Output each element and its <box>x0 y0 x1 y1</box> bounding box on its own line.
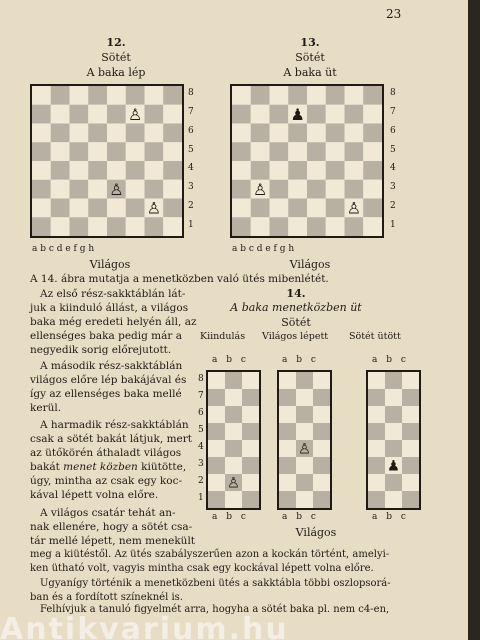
board-square <box>145 180 164 199</box>
board-square <box>242 372 259 389</box>
board-square <box>163 180 182 199</box>
board-square <box>279 372 296 389</box>
board-square <box>242 406 259 423</box>
mini3-files-bottom: a b c <box>372 512 409 522</box>
board-square <box>225 423 242 440</box>
board-square <box>326 217 345 236</box>
board-square <box>307 142 326 161</box>
board-square <box>270 124 289 143</box>
board-square <box>345 161 364 180</box>
board-square <box>270 86 289 105</box>
black-pawn-icon: ♟ <box>290 104 305 124</box>
board-square <box>296 372 313 389</box>
board-square <box>368 406 385 423</box>
mini2-files-bottom: a b c <box>282 512 319 522</box>
paragraph-6 <box>30 577 391 605</box>
para4-line3: tár mellé lépett, nem menekült <box>30 535 196 547</box>
board-square <box>107 217 126 236</box>
board-square <box>313 491 330 508</box>
board-square <box>232 217 251 236</box>
board-square <box>368 491 385 508</box>
board-square <box>145 105 164 124</box>
board-square <box>225 491 242 508</box>
board-square <box>363 142 382 161</box>
board-square <box>307 217 326 236</box>
board-square <box>32 142 51 161</box>
board-square <box>251 124 270 143</box>
intro-line: A 14. ábra mutatja a menetközben való ütés mibenlétét. <box>30 273 329 285</box>
board-square <box>70 199 89 218</box>
board-square <box>70 124 89 143</box>
board-square <box>88 199 107 218</box>
board-square <box>51 161 70 180</box>
board-square <box>368 440 385 457</box>
board-square <box>107 161 126 180</box>
board-square <box>163 142 182 161</box>
board-square <box>242 474 259 491</box>
board-square <box>126 86 145 105</box>
watermark: Antikvarium.hu <box>0 612 289 640</box>
board-square <box>32 199 51 218</box>
board-square <box>232 86 251 105</box>
board-square <box>32 161 51 180</box>
board-square <box>288 161 307 180</box>
para1-line5: negyedik sorig előrejutott. <box>30 344 172 356</box>
para4-line2: nak ellenére, hogy a sötét csa- <box>30 521 193 533</box>
board-12-files: a b c d e f g h <box>32 244 95 254</box>
paragraph-5 <box>30 548 389 576</box>
board-square <box>126 161 145 180</box>
board-square <box>242 423 259 440</box>
board-square <box>313 389 330 406</box>
board-square <box>307 86 326 105</box>
para3-line5: úgy, mintha az csak egy koc- <box>30 475 183 487</box>
mini-board-1-grid <box>208 372 259 508</box>
board-13-files: a b c d e f g h <box>232 244 295 254</box>
board-square <box>307 199 326 218</box>
board-square <box>345 124 364 143</box>
board-square <box>32 124 51 143</box>
board-square <box>70 180 89 199</box>
board-square <box>88 142 107 161</box>
diagram-13-side: Sötét <box>295 51 325 64</box>
board-square <box>385 389 402 406</box>
board-square <box>232 105 251 124</box>
board-square <box>70 86 89 105</box>
para3-line1: A harmadik rész-sakktáblán <box>40 419 189 431</box>
board-square <box>51 86 70 105</box>
board-square <box>225 440 242 457</box>
paragraph-1 <box>30 287 197 357</box>
diagram-13-caption: A baka üt <box>283 66 337 79</box>
board-square <box>145 142 164 161</box>
board-square <box>88 105 107 124</box>
diagram-12-bottom: Világos <box>89 258 131 271</box>
board-square <box>279 474 296 491</box>
para3-line4 <box>30 460 190 474</box>
board-square <box>288 199 307 218</box>
board-square <box>251 217 270 236</box>
board-square <box>208 440 225 457</box>
para3-word2: kiütötte, <box>141 461 187 473</box>
paragraph-2 <box>30 359 190 415</box>
para6-line1: Ugyanígy történik a menetközbeni ütés a sakktábla többi oszlopsorá- <box>40 578 391 589</box>
board-square <box>88 86 107 105</box>
board-square <box>145 124 164 143</box>
white-pawn-icon: ♙ <box>346 198 362 218</box>
board-square <box>363 124 382 143</box>
white-pawn-icon: ♙ <box>127 104 143 124</box>
board-square <box>270 161 289 180</box>
board-square <box>208 474 225 491</box>
board-square <box>270 217 289 236</box>
board-square <box>402 372 419 389</box>
diagram-14-col3: Sötét ütött <box>349 331 401 342</box>
board-square <box>279 457 296 474</box>
board-13-ranks: 8 7 6 5 4 3 2 1 <box>390 88 396 230</box>
board-square <box>279 406 296 423</box>
board-square <box>326 142 345 161</box>
board-square <box>51 217 70 236</box>
board-square <box>145 161 164 180</box>
paragraph-3 <box>30 418 190 502</box>
board-square <box>208 457 225 474</box>
white-pawn-icon: ♙ <box>109 179 124 199</box>
board-square <box>368 474 385 491</box>
board-square <box>313 372 330 389</box>
board-square <box>70 217 89 236</box>
board-square <box>326 161 345 180</box>
board-square <box>107 142 126 161</box>
board-square <box>402 423 419 440</box>
board-square <box>270 142 289 161</box>
board-square <box>345 180 364 199</box>
board-square <box>208 389 225 406</box>
paragraph-4 <box>30 506 196 548</box>
board-square <box>51 180 70 199</box>
diagram-12-side: Sötét <box>101 51 131 64</box>
para1-line4: ellenséges baka pedig már a <box>30 330 183 342</box>
board-square <box>126 180 145 199</box>
para2-line3: így az ellenséges baka mellé <box>30 388 182 400</box>
board-square <box>232 199 251 218</box>
board-square <box>51 124 70 143</box>
board-square <box>232 180 251 199</box>
diagram-14-number: 14. <box>286 287 306 300</box>
board-square <box>402 406 419 423</box>
board-square <box>225 406 242 423</box>
board-square <box>402 440 419 457</box>
board-square <box>279 440 296 457</box>
board-square <box>32 86 51 105</box>
board-square <box>313 423 330 440</box>
board-square <box>363 217 382 236</box>
board-square <box>279 423 296 440</box>
board-square <box>70 161 89 180</box>
board-square <box>296 423 313 440</box>
board-square <box>208 423 225 440</box>
board-square <box>145 217 164 236</box>
board-square <box>363 161 382 180</box>
board-square <box>326 86 345 105</box>
mini-board-2 <box>277 370 332 510</box>
board-square <box>288 142 307 161</box>
board-square <box>107 199 126 218</box>
mini-board-2-grid <box>279 372 330 508</box>
board-square <box>313 406 330 423</box>
board-square <box>107 105 126 124</box>
board-square <box>251 142 270 161</box>
board-square <box>70 105 89 124</box>
board-square <box>326 105 345 124</box>
mini3-files-top: a b c <box>372 355 409 365</box>
board-square <box>307 180 326 199</box>
board-13-grid <box>232 86 382 236</box>
chessboard-12 <box>30 84 184 238</box>
para1-line1: Az első rész-sakktáblán lát- <box>40 288 186 300</box>
board-square <box>288 180 307 199</box>
board-square <box>296 389 313 406</box>
board-square <box>232 142 251 161</box>
board-square <box>225 457 242 474</box>
diagram-14-side: Sötét <box>281 316 311 329</box>
board-square <box>163 105 182 124</box>
diagram-14-col2: Világos lépett <box>262 331 329 342</box>
board-square <box>270 199 289 218</box>
board-square <box>270 105 289 124</box>
para1-line2: juk a kiinduló állást, a világos <box>30 302 189 314</box>
board-square <box>251 86 270 105</box>
board-square <box>242 440 259 457</box>
board-square <box>145 86 164 105</box>
board-square <box>107 124 126 143</box>
mini2-files-top: a b c <box>282 355 319 365</box>
board-square <box>208 491 225 508</box>
mini-board-3 <box>366 370 421 510</box>
board-square <box>225 372 242 389</box>
board-square <box>251 199 270 218</box>
board-square <box>368 389 385 406</box>
board-square <box>32 180 51 199</box>
board-square <box>326 180 345 199</box>
board-square <box>242 491 259 508</box>
board-square <box>288 124 307 143</box>
diagram-13-number: 13. <box>300 36 320 49</box>
board-square <box>163 124 182 143</box>
board-square <box>313 457 330 474</box>
board-square <box>242 457 259 474</box>
board-square <box>51 105 70 124</box>
board-square <box>32 105 51 124</box>
board-square <box>363 86 382 105</box>
board-square <box>307 161 326 180</box>
board-square <box>345 142 364 161</box>
board-square <box>363 105 382 124</box>
board-square <box>126 217 145 236</box>
black-pawn-icon: ♟ <box>387 458 400 475</box>
diagram-12-number: 12. <box>106 36 126 49</box>
diagram-14-col1: Kiindulás <box>200 331 246 342</box>
mini1-files-top: a b c <box>212 355 249 365</box>
mini-board-1 <box>206 370 261 510</box>
board-square <box>163 199 182 218</box>
para3-word: bakát <box>30 461 60 473</box>
board-square <box>345 217 364 236</box>
board-square <box>88 217 107 236</box>
board-square <box>307 124 326 143</box>
para2-line2: világos előre lép bakájával és <box>30 374 187 386</box>
board-square <box>32 217 51 236</box>
board-square <box>88 161 107 180</box>
para3-italic: menet közben <box>63 461 138 473</box>
board-square <box>368 457 385 474</box>
board-square <box>51 199 70 218</box>
board-square <box>163 161 182 180</box>
board-square <box>385 474 402 491</box>
board-square <box>126 142 145 161</box>
board-square <box>232 124 251 143</box>
board-square <box>296 491 313 508</box>
para2-line4: kerül. <box>30 402 62 414</box>
board-square <box>313 440 330 457</box>
board-square <box>126 124 145 143</box>
board-square <box>251 161 270 180</box>
book-binding <box>468 0 480 640</box>
board-square <box>313 474 330 491</box>
board-square <box>296 406 313 423</box>
board-square <box>368 423 385 440</box>
board-square <box>296 457 313 474</box>
board-square <box>70 142 89 161</box>
board-square <box>307 105 326 124</box>
white-pawn-icon: ♙ <box>252 179 268 199</box>
board-square <box>326 199 345 218</box>
board-square <box>296 474 313 491</box>
para7-line1: Felhívjuk a tanuló figyelmét arra, hogyha a sötét baka pl. nem c4-en, <box>40 604 390 615</box>
board-square <box>88 180 107 199</box>
board-square <box>279 491 296 508</box>
board-square <box>208 406 225 423</box>
board-square <box>288 217 307 236</box>
page-number: 23 <box>386 7 402 21</box>
board-square <box>385 372 402 389</box>
board-square <box>385 423 402 440</box>
para4-line1: A világos csatár tehát an- <box>40 507 176 519</box>
para3-line2: csak a sötét bakát látjuk, mert <box>30 433 192 445</box>
diagram-14-bottom: Világos <box>295 526 337 539</box>
board-square <box>208 372 225 389</box>
mini1-files-bottom: a b c <box>212 512 249 522</box>
board-square <box>232 161 251 180</box>
diagram-14-caption: A baka menetközben üt <box>230 301 362 314</box>
board-square <box>385 406 402 423</box>
diagram-12-caption: A baka lép <box>86 66 146 79</box>
board-square <box>225 389 242 406</box>
white-pawn-icon: ♙ <box>298 441 311 458</box>
board-square <box>163 217 182 236</box>
para5-line1: meg a kiütéstől. Az ütés szabályszerűen azon a kockán történt, amelyi- <box>30 549 390 560</box>
board-square <box>251 105 270 124</box>
para6-line2: ban és a fordított színeknél is. <box>30 592 183 603</box>
board-square <box>242 389 259 406</box>
mini-board-3-grid <box>368 372 419 508</box>
board-square <box>107 86 126 105</box>
para3-line3: az ütőkörén áthaladt világos <box>30 447 182 459</box>
para2-line1: A második rész-sakktáblán <box>40 360 183 372</box>
board-square <box>51 142 70 161</box>
board-square <box>402 457 419 474</box>
board-square <box>345 86 364 105</box>
board-square <box>345 105 364 124</box>
board-square <box>363 180 382 199</box>
white-pawn-icon: ♙ <box>146 198 162 218</box>
board-square <box>385 440 402 457</box>
para3-line6: kával lépett volna előre. <box>30 489 159 501</box>
para1-line3: baka még eredeti helyén áll, az <box>30 316 197 328</box>
board-square <box>126 199 145 218</box>
board-square <box>163 86 182 105</box>
diagram-13-bottom: Világos <box>289 258 331 271</box>
board-square <box>402 389 419 406</box>
board-square <box>402 474 419 491</box>
board-square <box>270 180 289 199</box>
board-12-grid <box>32 86 182 236</box>
board-square <box>363 199 382 218</box>
board-square <box>385 491 402 508</box>
board-square <box>288 86 307 105</box>
board-square <box>279 389 296 406</box>
diagram-14-ranks: 8 7 6 5 4 3 2 1 <box>198 373 204 503</box>
board-square <box>402 491 419 508</box>
board-square <box>88 124 107 143</box>
board-12-ranks: 8 7 6 5 4 3 2 1 <box>188 88 194 230</box>
board-square <box>368 372 385 389</box>
white-pawn-icon: ♙ <box>227 475 240 492</box>
board-square <box>326 124 345 143</box>
para5-line2: ken ütható volt, vagyis mintha csak egy kockával lépett volna előre. <box>30 563 374 574</box>
chessboard-13 <box>230 84 384 238</box>
